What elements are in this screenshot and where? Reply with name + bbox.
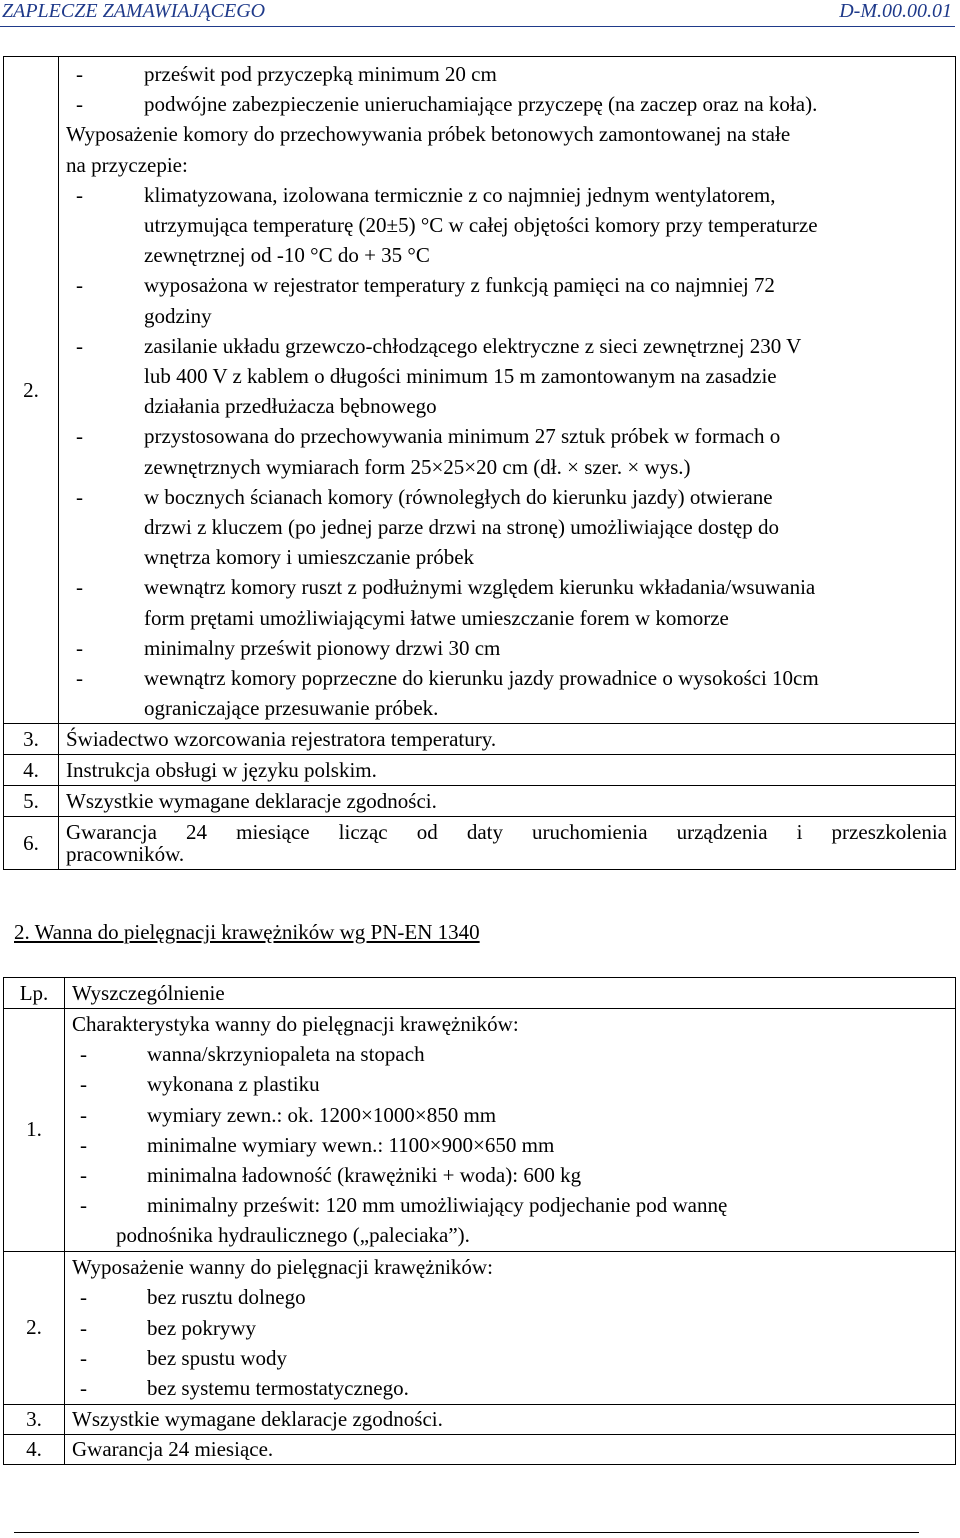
list-dash: - xyxy=(76,62,83,86)
list-item-text: bez spustu wody xyxy=(147,1345,287,1370)
page-header xyxy=(0,0,960,26)
list-item-text: podwójne zabezpieczenie unieruchamiające przyczepę (na zaczep oraz na koła). xyxy=(144,92,818,117)
row-content-list xyxy=(65,1009,956,1252)
list-item xyxy=(66,633,947,663)
list-item xyxy=(72,1100,947,1130)
list-dash: - xyxy=(80,1345,87,1370)
row-title: Wyposażenie wanny do pielęgnacji krawężników: xyxy=(72,1255,493,1280)
list-item-continuation xyxy=(66,210,947,240)
list-item xyxy=(66,180,947,210)
list-item-continuation xyxy=(66,240,947,270)
section-title: 2. Wanna do pielęgnacji krawężników wg PN-EN 1340 xyxy=(14,920,480,944)
list-dash xyxy=(66,361,144,391)
list-item-continuation xyxy=(66,452,947,482)
list-item xyxy=(66,482,947,512)
list-item-text: zasilanie układu grzewczo-chłodzącego elektryczne z sieci zewnętrznej 230 V xyxy=(144,333,802,358)
list-item xyxy=(66,572,947,602)
list-dash xyxy=(66,603,144,633)
list-item xyxy=(72,1039,947,1069)
list-dash: - xyxy=(76,182,83,207)
list-dash: - xyxy=(76,92,83,117)
list-dash xyxy=(66,301,144,331)
list-item-continuation xyxy=(66,693,947,723)
row-number: 4. xyxy=(4,755,59,786)
table-row xyxy=(4,755,956,786)
list-item-text: zewnętrznej od -10 °C do + 35 °C xyxy=(144,243,430,268)
list-dash: - xyxy=(80,1072,87,1097)
row-number: 3. xyxy=(4,724,59,755)
list-item-text: drzwi z kluczem (po jednej parze drzwi na stronę) umożliwiające dostęp do xyxy=(144,515,779,540)
header-rule xyxy=(0,26,955,27)
list-item-text: lub 400 V z kablem o długości minimum 15 m zamontowanym na zasadzie xyxy=(144,364,777,389)
list-item-text: minimalne wymiary wewn.: 1100×900×650 mm xyxy=(147,1132,555,1157)
row-content-line: Gwarancja 24 miesiące licząc od daty uruchomienia urządzenia i przeszkolenia xyxy=(66,820,947,845)
list-item-continuation xyxy=(66,361,947,391)
table-row xyxy=(4,1009,956,1252)
row-content-list xyxy=(65,1251,956,1404)
list-dash: - xyxy=(76,484,83,509)
header-left-title: ZAPLECZE ZAMAWIAJĄCEGO xyxy=(2,0,266,22)
list-item-text: minimalny prześwit pionowy drzwi 30 cm xyxy=(144,635,501,660)
list-dash: - xyxy=(76,333,83,358)
list-item-text: minimalna ładowność (krawężniki + woda): 600 kg xyxy=(147,1163,582,1188)
list-dash: - xyxy=(80,1193,87,1218)
row-number: 2. xyxy=(4,1251,65,1404)
row-title: Charakterystyka wanny do pielęgnacji krawężników: xyxy=(72,1012,519,1036)
list-item-continuation: podnośnika hydraulicznego („paleciaka”). xyxy=(116,1223,470,1248)
list-item-text: wyposażona w rejestrator temperatury z funkcją pamięci na co najmniej 72 xyxy=(144,273,775,298)
list-item xyxy=(66,663,947,693)
requirements-table-1 xyxy=(3,56,956,870)
list-dash: - xyxy=(80,1163,87,1188)
list-item-text: prześwit pod przyczepką minimum 20 cm xyxy=(144,62,497,86)
list-dash xyxy=(66,693,144,723)
list-item-text: ograniczające przesuwanie próbek. xyxy=(144,696,439,721)
list-item-text: przystosowana do przechowywania minimum 27 sztuk próbek w formach o xyxy=(144,424,781,449)
list-item-text: w bocznych ścianach komory (równoległych do kierunku jazdy) otwierane xyxy=(144,484,773,509)
list-item xyxy=(66,59,947,89)
row-number: 2. xyxy=(4,57,59,724)
list-item-text: wnętrza komory i umieszczanie próbek xyxy=(144,545,475,570)
table-row xyxy=(4,724,956,755)
table-row xyxy=(4,1251,956,1404)
list-dash xyxy=(66,542,144,572)
header-doc-code: D-M.00.00.01 xyxy=(839,0,952,22)
list-dash: - xyxy=(80,1315,87,1340)
list-dash: - xyxy=(76,273,83,298)
list-item-continuation xyxy=(66,542,947,572)
list-item xyxy=(72,1313,947,1343)
list-dash: - xyxy=(76,424,83,449)
list-item xyxy=(72,1160,947,1190)
list-dash: - xyxy=(76,666,83,691)
row-number: 5. xyxy=(4,786,59,817)
list-item xyxy=(66,421,947,451)
list-item xyxy=(72,1282,947,1312)
list-item-text: klimatyzowana, izolowana termicznie z co najmniej jednym wentylatorem, xyxy=(144,182,776,207)
list-item-text: utrzymująca temperaturę (20±5) °C w całej objętości komory przy temperaturze xyxy=(144,213,818,238)
list-item xyxy=(66,270,947,300)
row-number: 6. xyxy=(4,817,59,870)
list-item-text: bez rusztu dolnego xyxy=(147,1285,306,1310)
column-header-lp: Lp. xyxy=(4,978,65,1009)
list-item xyxy=(72,1343,947,1373)
row-content xyxy=(59,817,956,870)
list-item xyxy=(72,1373,947,1403)
list-dash: - xyxy=(80,1285,87,1310)
list-item-text: minimalny prześwit: 120 mm umożliwiający podjechanie pod wannę xyxy=(147,1193,728,1218)
row-content-list xyxy=(59,57,956,724)
row-content: Wszystkie wymagane deklaracje zgodności. xyxy=(65,1404,956,1434)
table-row xyxy=(4,1404,956,1434)
paragraph-line: na przyczepie: xyxy=(66,152,188,177)
table-row xyxy=(4,1434,956,1464)
list-dash: - xyxy=(80,1042,87,1067)
list-dash xyxy=(66,240,144,270)
column-header-description: Wyszczególnienie xyxy=(65,978,956,1009)
list-dash: - xyxy=(76,635,83,660)
list-dash xyxy=(66,210,144,240)
list-item-continuation xyxy=(66,512,947,542)
list-item-text: wanna/skrzyniopaleta na stopach xyxy=(147,1042,425,1067)
table-row xyxy=(4,57,956,724)
list-item xyxy=(72,1130,947,1160)
list-dash: - xyxy=(80,1375,87,1400)
footer-rule xyxy=(14,1532,919,1533)
row-number: 3. xyxy=(4,1404,65,1434)
list-item-text: działania przedłużacza bębnowego xyxy=(144,394,437,419)
row-content: Świadectwo wzorcowania rejestratora temperatury. xyxy=(59,724,956,755)
list-dash: - xyxy=(76,575,83,600)
list-item-text: bez pokrywy xyxy=(147,1315,257,1340)
list-dash: - xyxy=(80,1102,87,1127)
row-content: Wszystkie wymagane deklaracje zgodności. xyxy=(59,786,956,817)
row-content: Gwarancja 24 miesiące. xyxy=(65,1434,956,1464)
list-item-text: wykonana z plastiku xyxy=(147,1072,320,1097)
row-number: 4. xyxy=(4,1434,65,1464)
list-item-text: wymiary zewn.: ok. 1200×1000×850 mm xyxy=(147,1102,497,1127)
list-item xyxy=(72,1069,947,1099)
list-item-text: godziny xyxy=(144,303,212,328)
list-item-text: bez systemu termostatycznego. xyxy=(147,1375,409,1400)
list-item-continuation xyxy=(66,391,947,421)
list-item xyxy=(66,331,947,361)
list-dash xyxy=(66,452,144,482)
list-item-continuation xyxy=(66,603,947,633)
list-item-text: zewnętrznych wymiarach form 25×25×20 cm (dł. × szer. × wys.) xyxy=(144,454,691,479)
table-row xyxy=(4,786,956,817)
list-item-continuation xyxy=(66,301,947,331)
list-item xyxy=(72,1190,947,1220)
paragraph-line: Wyposażenie komory do przechowywania próbek betonowych zamontowanej na stałe xyxy=(66,122,791,147)
row-content-line: pracowników. xyxy=(66,842,185,867)
table-row xyxy=(4,817,956,870)
list-item-text: form prętami umożliwiającymi łatwe umieszczanie forem w komorze xyxy=(144,605,729,630)
list-item-text: wewnątrz komory ruszt z podłużnymi względem kierunku wkładania/wsuwania xyxy=(144,575,816,600)
requirements-table-2 xyxy=(3,977,956,1465)
list-dash xyxy=(66,512,144,542)
row-content: Instrukcja obsługi w języku polskim. xyxy=(59,755,956,786)
list-item-text: wewnątrz komory poprzeczne do kierunku jazdy prowadnice o wysokości 10cm xyxy=(144,666,819,691)
list-dash: - xyxy=(80,1132,87,1157)
list-item xyxy=(66,89,947,119)
list-dash xyxy=(66,391,144,421)
row-number: 1. xyxy=(4,1009,65,1252)
table-header-row xyxy=(4,978,956,1009)
